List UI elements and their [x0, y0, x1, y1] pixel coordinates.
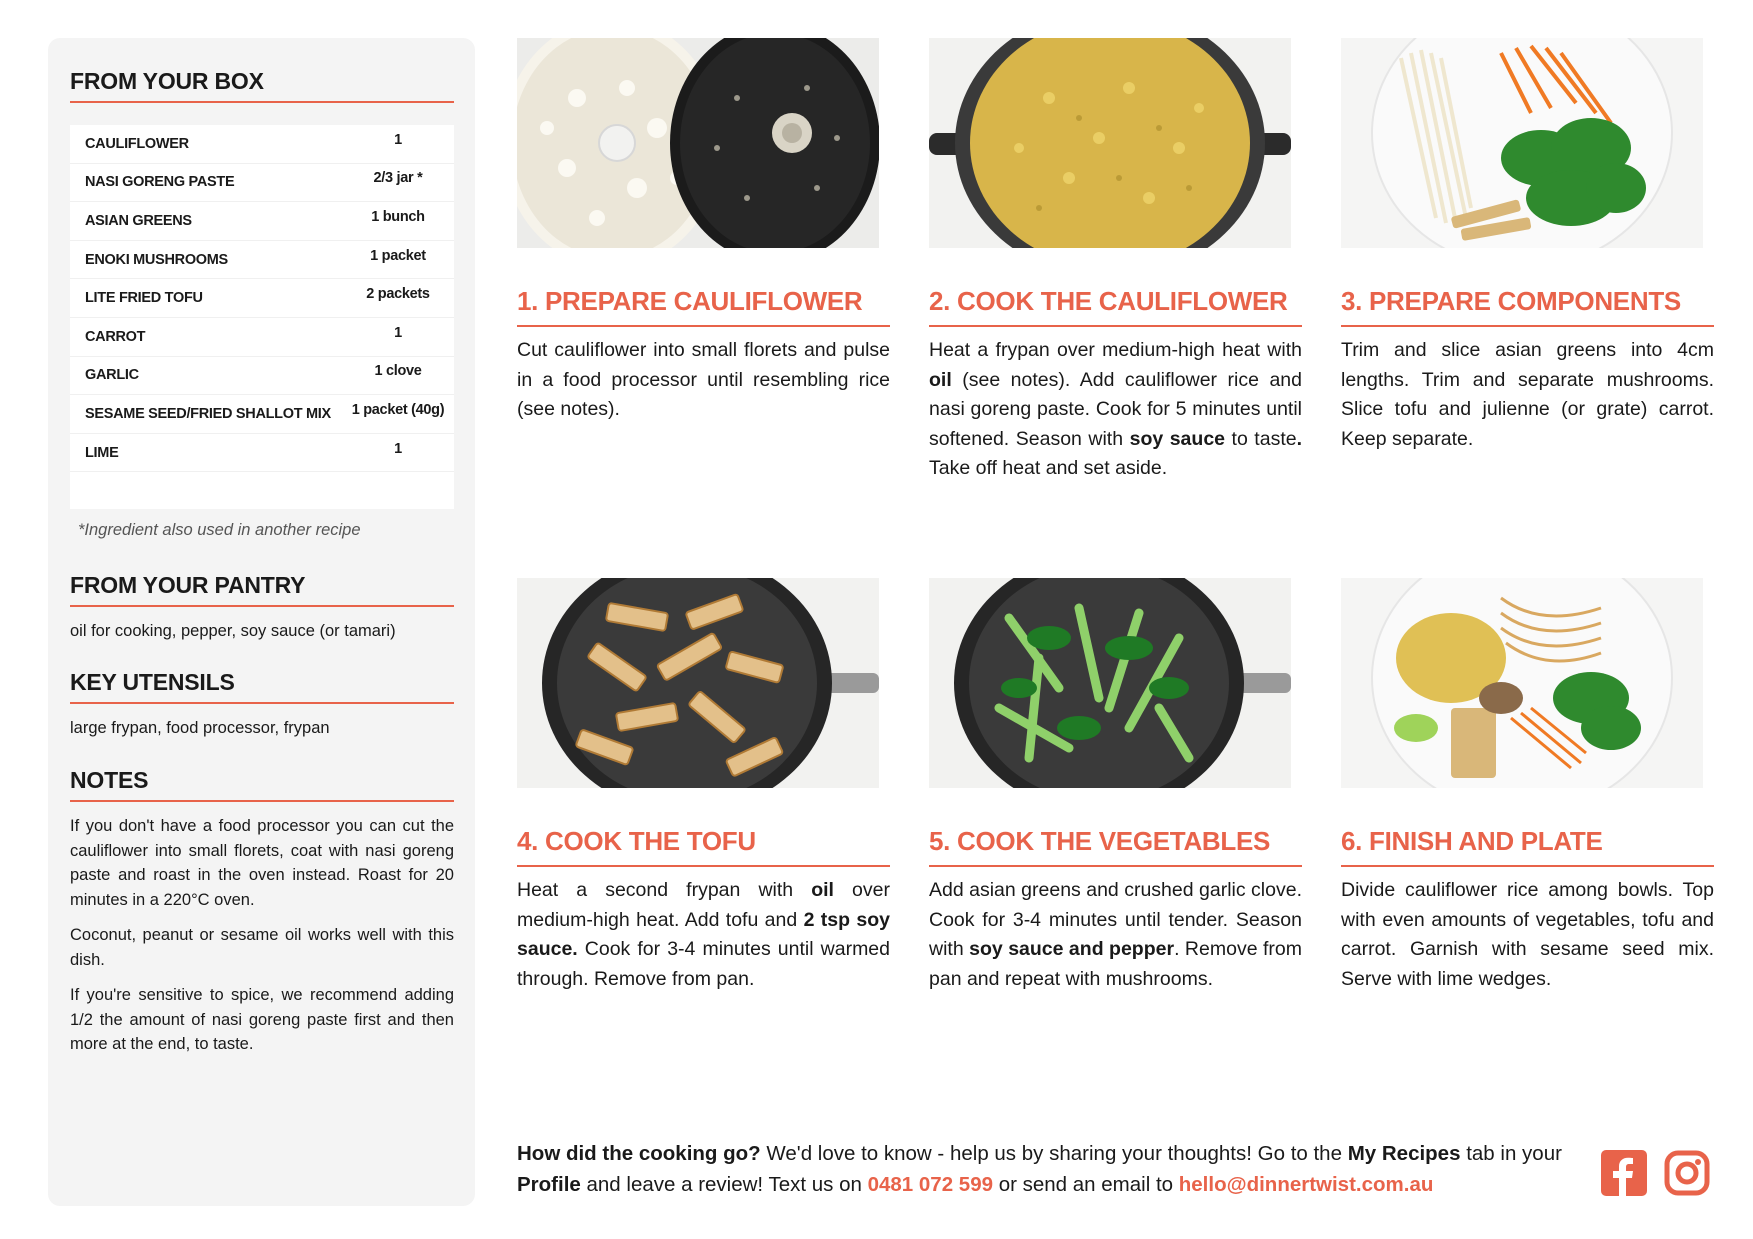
step-text-bold: . [1296, 427, 1303, 450]
pantry-text: oil for cooking, pepper, soy sauce (or tamari) [70, 622, 396, 640]
ingredient-name: SESAME SEED/FRIED SHALLOT MIX [85, 405, 331, 422]
frypan-asian-greens-image [929, 578, 1291, 788]
step-1-title: 1. PREPARE CAULIFLOWER [517, 286, 890, 327]
step-6 [1341, 578, 1714, 990]
food-processor-cauliflower-rice-image [517, 38, 879, 248]
ingredient-qty: 1 packet [370, 247, 426, 264]
step-text: to taste [1225, 427, 1297, 450]
ingredient-name: ASIAN GREENS [85, 212, 192, 229]
frypan-tofu-image [517, 578, 879, 788]
step-text-bold: 2 tsp soy sauce. [517, 908, 890, 960]
step-text-bold: oil [929, 368, 952, 391]
step-4 [517, 578, 890, 990]
frypan-cauliflower-rice-image [929, 38, 1291, 248]
ingredient-name: CAULIFLOWER [85, 135, 189, 152]
ingredient-footnote: *Ingredient also used in another recipe [78, 521, 361, 539]
step-text: (see notes). Add cauliflower rice and nasi goreng paste. Cook for 5 minutes until softened. Season with [929, 368, 1302, 450]
ingredient-row [70, 395, 454, 434]
step-6-title: 6. FINISH AND PLATE [1341, 826, 1714, 867]
step-1 [517, 38, 890, 420]
from-your-box-title: FROM YOUR BOX [70, 68, 454, 103]
my-recipes-link[interactable]: My Recipes [1347, 1142, 1461, 1165]
ingredient-qty: 1 bunch [371, 208, 425, 225]
step-text: Add asian greens and crushed garlic clove. Cook for 3-4 minutes until tender. Season with [929, 879, 1302, 960]
plated-bowl-image [1341, 578, 1703, 788]
step-2-text [929, 336, 1302, 484]
ingredient-row [70, 125, 454, 164]
step-text: Cut cauliflower into small florets and pulse in a food processor until resembling rice (see notes). [517, 339, 890, 420]
step-2 [929, 38, 1303, 479]
ingredient-name: GARLIC [85, 367, 139, 384]
step-5-title: 5. COOK THE VEGETABLES [929, 826, 1302, 867]
ingredient-name: LIME [85, 444, 119, 461]
ingredient-qty: 1 clove [374, 363, 422, 380]
step-text: Heat a frypan over medium-high heat with [929, 339, 1302, 361]
key-utensils-title: KEY UTENSILS [70, 669, 454, 704]
ingredients-panel [48, 38, 475, 1206]
step-text-bold: soy sauce and pepper [969, 938, 1175, 960]
step-2-title: 2. COOK THE CAULIFLOWER [929, 286, 1302, 327]
ingredient-row [70, 357, 454, 396]
step-1-text [517, 336, 890, 425]
facebook-icon[interactable] [1601, 1150, 1647, 1196]
ingredient-qty: 1 [394, 324, 402, 341]
note-paragraph: If you're sensitive to spice, we recommend adding 1/2 the amount of nasi goreng paste first and then more at the end, to taste. [70, 986, 454, 1053]
ingredient-qty: 2/3 jar * [373, 170, 423, 187]
bowl-prepared-vegetables-image [1341, 38, 1703, 248]
ingredient-qty: 1 [394, 440, 402, 457]
phone-link[interactable]: 0481 072 599 [867, 1173, 993, 1196]
step-4-text [517, 876, 890, 994]
instagram-icon[interactable] [1664, 1150, 1710, 1196]
step-5 [929, 578, 1302, 990]
step-3-text [1341, 336, 1714, 454]
ingredient-name: LITE FRIED TOFU [85, 290, 203, 307]
from-your-pantry-title: FROM YOUR PANTRY [70, 572, 454, 607]
footer-text: tab in your [1460, 1142, 1562, 1165]
feedback-footer [517, 1138, 1582, 1200]
step-text: over medium-high heat. Add tofu and [517, 879, 890, 931]
profile-link[interactable]: Profile [517, 1173, 581, 1196]
footer-text: or send an email to [993, 1173, 1179, 1196]
notes-text [70, 814, 454, 1068]
step-3 [1341, 38, 1714, 450]
ingredient-name: CARROT [85, 328, 146, 345]
step-text-bold: oil [811, 879, 834, 901]
ingredient-row [70, 241, 454, 280]
ingredients-table [70, 125, 454, 509]
step-text: . Remove from pan and repeat with mushrooms. [929, 938, 1302, 990]
step-text: Trim and slice asian greens into 4cm lengths. Trim and separate mushrooms. Slice tofu and julienne (or grate) carrot. Keep separate. [1341, 339, 1714, 450]
ingredient-qty: 1 packet (40g) [351, 401, 445, 418]
step-4-title: 4. COOK THE TOFU [517, 826, 890, 867]
ingredient-qty: 2 packets [366, 286, 430, 303]
ingredient-row [70, 434, 454, 473]
footer-text: and leave a review! Text us on [580, 1173, 868, 1196]
step-text: Take off heat and set aside. [929, 457, 1168, 479]
step-5-text [929, 876, 1302, 994]
footer-question: How did the cooking go? [517, 1142, 761, 1165]
notes-title: NOTES [70, 767, 454, 802]
step-text: Cook for 3-4 minutes until warmed through. Remove from pan. [517, 938, 890, 990]
step-6-text [1341, 876, 1714, 994]
email-link[interactable]: hello@dinnertwist.com.au [1178, 1173, 1434, 1196]
ingredient-row [70, 164, 454, 203]
footer-text: We'd love to know - help us by sharing your thoughts! Go to the [760, 1142, 1348, 1165]
step-text-bold: soy sauce [1129, 427, 1226, 450]
step-text: Divide cauliflower rice among bowls. Top with even amounts of vegetables, tofu and carrot. Garnish with sesame seed mix. Serve with lime wedges. [1341, 879, 1714, 990]
ingredient-row [70, 279, 454, 318]
ingredient-row [70, 318, 454, 357]
utensils-text: large frypan, food processor, frypan [70, 719, 330, 737]
ingredient-qty: 1 [394, 131, 402, 148]
ingredient-name: NASI GORENG PASTE [85, 174, 235, 191]
ingredient-name: ENOKI MUSHROOMS [85, 251, 228, 268]
ingredient-row [70, 202, 454, 241]
step-3-title: 3. PREPARE COMPONENTS [1341, 286, 1714, 327]
note-paragraph: If you don't have a food processor you can cut the cauliflower into small florets, coat with nasi goreng paste and roast in the oven instead. Roast for 20 minutes in a 220°C oven. [70, 817, 454, 909]
step-text: Heat a second frypan with [517, 879, 812, 901]
note-paragraph: Coconut, peanut or sesame oil works well with this dish. [70, 926, 454, 969]
